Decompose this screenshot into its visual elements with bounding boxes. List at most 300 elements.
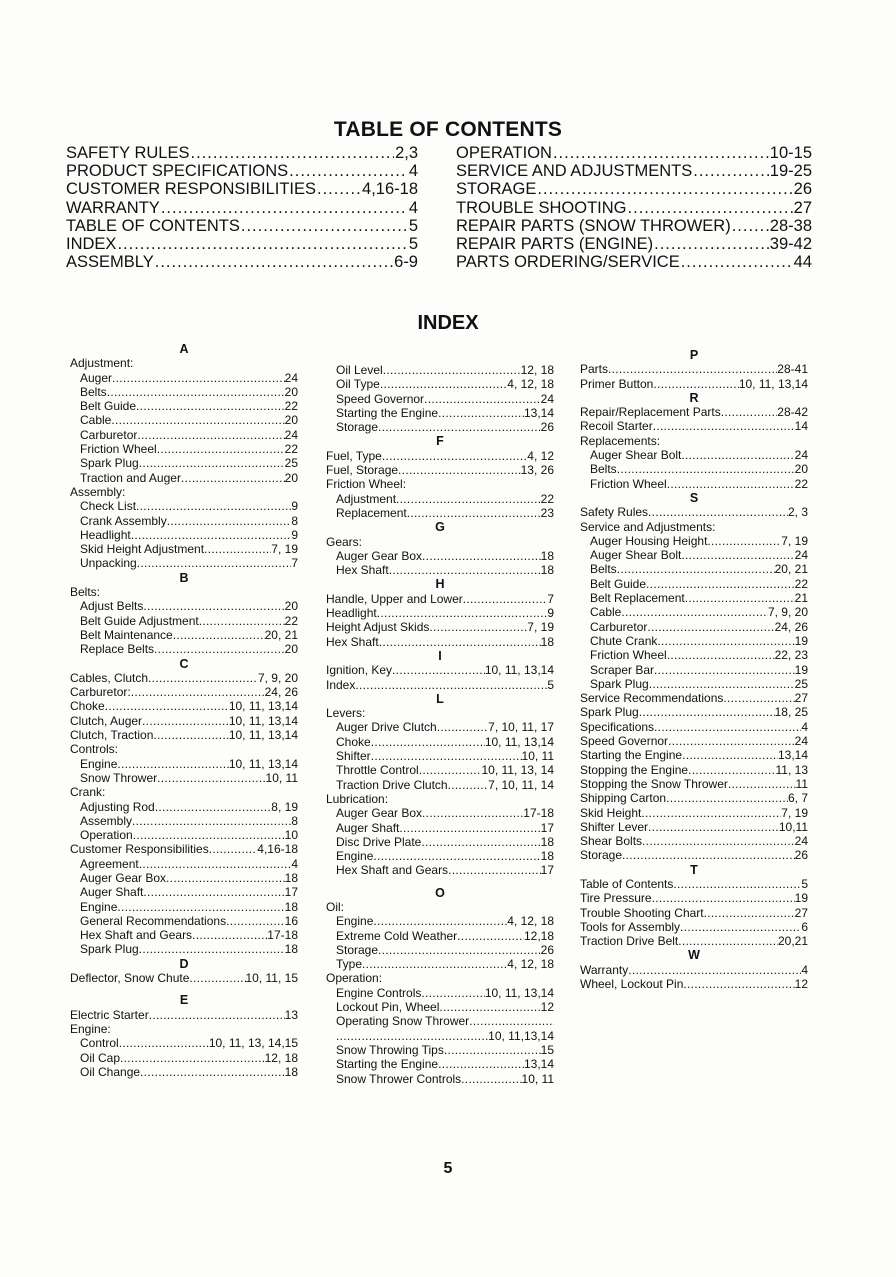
index-entry-page: 4, 12 [527, 448, 554, 463]
index-entry-page: 20, 21 [264, 627, 298, 642]
index-entry-label: Auger Shaft [80, 885, 144, 900]
dot-leader [437, 720, 488, 734]
index-entry-label: Trouble Shooting Chart [580, 905, 704, 920]
toc-entry-label: REPAIR PARTS (ENGINE) [456, 234, 654, 253]
index-entry-page: 10, 11, 13, 14 [481, 763, 554, 778]
index-subentry [580, 462, 808, 476]
index-group-heading [326, 477, 554, 491]
index-entry-page: 20 [284, 599, 298, 614]
toc-entry-label: ASSEMBLY [66, 253, 154, 272]
index-entry-label: Primer Button [580, 376, 654, 391]
index-subentry [70, 642, 298, 656]
index-entry [580, 848, 808, 862]
index-entry [580, 977, 808, 991]
index-entry-label: Tools for Assembly [580, 919, 681, 934]
dot-leader [136, 499, 291, 513]
index-entry-label: Replacement [336, 505, 407, 520]
index-group-label: Friction Wheel: [326, 477, 407, 492]
dot-leader [142, 714, 229, 728]
index-entry-label: Clutch, Traction [70, 728, 154, 743]
index-entry-label: Choke [336, 734, 371, 749]
index-entry-page: 6 [801, 919, 808, 934]
index-entry-page: 12 [540, 1000, 554, 1015]
index-subentry [70, 399, 298, 413]
toc-entry [456, 217, 812, 235]
index-group-label: Lubrication: [326, 791, 389, 806]
index-entry-page: 10,11 [778, 819, 808, 834]
index-entry-label: Hex Shaft and Gears [336, 863, 449, 878]
index-entry-label: Choke [70, 699, 105, 714]
dot-leader [117, 900, 284, 914]
index-entry-page: 13, 26 [520, 463, 554, 478]
index-subentry [326, 749, 554, 763]
index-subentry [326, 778, 554, 792]
index-entry-label: Snow Throwing Tips [336, 1042, 444, 1057]
index-letter-heading: G [435, 520, 445, 535]
index-entry-label: Traction Drive Belt [580, 934, 679, 949]
toc-entry [66, 144, 418, 162]
index-entry-page: 13,14 [777, 748, 808, 763]
dot-leader [373, 914, 507, 928]
index-entry-label: Throttle Control [336, 763, 419, 778]
dot-leader [608, 362, 777, 376]
dot-leader [139, 456, 285, 470]
index-entry [70, 699, 298, 713]
index-entry-page: 10, 11, 13,14 [228, 728, 298, 743]
index-entry [580, 806, 808, 820]
index-subentry [326, 506, 554, 520]
index-entry [70, 685, 298, 699]
index-subentry [326, 720, 554, 734]
index-entry-page: 22 [284, 442, 298, 457]
index-entry-label: Engine [80, 756, 118, 771]
index-entry-label: Skid Height [580, 805, 642, 820]
index-subentry [70, 928, 298, 942]
dot-leader [161, 199, 408, 217]
index-entry-label: Hex Shaft and Gears [80, 928, 193, 943]
index-letter-heading: B [179, 570, 189, 585]
index-group-heading [326, 900, 554, 914]
index-entry-label: Wheel, Lockout Pin [580, 977, 684, 992]
index-entry-page: 7, 9, 20 [257, 670, 298, 685]
index-entry-label: Cables, Clutch [70, 670, 149, 685]
index-subentry [580, 648, 808, 662]
index-subentry [70, 456, 298, 470]
index-entry-page: 20,21 [777, 934, 808, 949]
index-entry [580, 419, 808, 433]
index-entry-label: Belts [590, 562, 617, 577]
index-subentry [580, 620, 808, 634]
dot-leader [132, 814, 291, 828]
dot-leader [647, 620, 774, 634]
index-entry-label: Speed Governor [336, 391, 425, 406]
toc-entry-page: 28-38 [769, 216, 812, 235]
index-group-label: Operation: [326, 971, 383, 986]
dot-leader [641, 806, 781, 820]
index-entry-label: Belt Guide [590, 576, 647, 591]
index-subentry [580, 677, 808, 691]
index-entry-page: 2, 3 [787, 505, 808, 520]
index-entry-page: 18 [540, 849, 554, 864]
index-subentry [580, 663, 808, 677]
index-subentry [326, 957, 554, 971]
index-subentry [70, 628, 298, 642]
dot-leader [448, 863, 541, 877]
index-entry-page: 21 [794, 591, 808, 606]
index-entry-label: Customer Responsibilities [70, 842, 209, 857]
index-subentry [70, 942, 298, 956]
index-entry-label: Cable [80, 413, 112, 428]
index-entry-page: 17 [540, 863, 554, 878]
dot-leader [429, 620, 527, 634]
index-entry-page: 7, 9, 20 [767, 605, 808, 620]
toc-entry-label: STORAGE [456, 180, 537, 199]
index-entry-page: 10, 11, 13,14 [738, 376, 808, 391]
toc-entry-label: INDEX [66, 234, 117, 253]
dot-leader [153, 728, 228, 742]
index-group-heading [70, 485, 298, 499]
index-title: INDEX [417, 312, 479, 334]
dot-leader [133, 828, 285, 842]
index-entry-page: 7, 10, 11, 17 [488, 720, 554, 735]
index-entry-label: Warranty [580, 962, 629, 977]
dot-leader [617, 462, 795, 476]
dot-leader [157, 442, 285, 456]
index-entry-page: 7, 19 [271, 542, 298, 557]
dot-leader [379, 635, 541, 649]
index-subentry [70, 857, 298, 871]
dot-leader [107, 385, 285, 399]
index-entry-page: 7, 10, 11, 14 [488, 777, 554, 792]
dot-leader [463, 592, 548, 606]
index-group-label: Levers: [326, 706, 366, 721]
toc-entry-label: CUSTOMER RESPONSIBILITIES [66, 180, 316, 199]
toc-entry-page: 4,16-18 [362, 180, 418, 199]
dot-leader [654, 663, 795, 677]
index-entry-page: 10, 11, 15 [245, 971, 298, 986]
index-group-heading [70, 1022, 298, 1036]
dot-leader [419, 763, 482, 777]
dot-leader [680, 920, 801, 934]
index-entry-page: 18 [284, 942, 298, 957]
index-entry-page: 18 [540, 634, 554, 649]
index-entry-page: 18 [284, 870, 298, 885]
index-entry-label: Belt Guide Adjustment [80, 613, 199, 628]
index-entry [580, 834, 808, 848]
index-subentry [580, 605, 808, 619]
dot-leader [117, 757, 228, 771]
index-entry [580, 906, 808, 920]
index-entry-page: 14 [794, 419, 808, 434]
toc-entry-label: SAFETY RULES [66, 144, 190, 162]
toc-entry-page: 4 [408, 162, 418, 181]
index-entry-label: Belt Replacement [590, 591, 685, 606]
index-subentry [70, 428, 298, 442]
index-entry-label: Electric Starter [70, 1007, 149, 1022]
dot-leader [192, 928, 267, 942]
index-entry-label: Type [336, 957, 363, 972]
index-entry-label: Oil Type [336, 377, 380, 392]
index-entry-label: Fuel, Type [326, 448, 382, 463]
index-entry-label: Clutch, Auger [70, 713, 143, 728]
index-column-3 [580, 348, 808, 991]
index-entry-page: 13,14 [523, 405, 554, 420]
index-entry-label: Specifications [580, 719, 655, 734]
dot-leader [131, 685, 265, 699]
page-number: 5 [443, 1160, 453, 1177]
index-subentry [70, 1036, 298, 1050]
dot-leader [371, 749, 522, 763]
index-entry-page: 28-41 [777, 362, 808, 377]
index-entry-label: Handle, Upper and Lower [326, 591, 463, 606]
dot-leader [380, 377, 507, 391]
dot-leader [649, 677, 795, 691]
dot-leader [154, 642, 285, 656]
index-entry-label: Engine [80, 899, 118, 914]
index-entry-label: Auger Gear Box [336, 806, 423, 821]
index-entry-label: Belt Guide [80, 399, 137, 414]
index-subentry [70, 528, 298, 542]
index-group-heading [326, 792, 554, 806]
index-letter-heading: P [689, 348, 699, 362]
dot-leader [668, 734, 795, 748]
index-entry-label: Headlight [80, 527, 131, 542]
dot-leader [166, 871, 285, 885]
toc-entry [456, 253, 812, 271]
dot-leader [654, 720, 801, 734]
index-entry-page: 15 [540, 1042, 554, 1057]
index-entry [580, 405, 808, 419]
dot-leader [137, 428, 284, 442]
dot-leader [667, 477, 795, 491]
toc-entry-page: 44 [793, 253, 812, 272]
index-subentry [70, 757, 298, 771]
index-entry-page: 22 [794, 576, 808, 591]
index-entry-page: 8 [291, 513, 298, 528]
dot-leader [653, 377, 738, 391]
index-entry-label: Traction Drive Clutch [336, 777, 448, 792]
index-subentry [326, 1057, 554, 1071]
toc-entry-label: TROUBLE SHOOTING [456, 198, 627, 217]
dot-leader [199, 614, 285, 628]
index-entry-page: 17-18 [267, 928, 298, 943]
toc-entry [66, 217, 418, 235]
index-group-label: Adjustment: [70, 356, 134, 371]
toc-entry-page: 39-42 [769, 234, 812, 253]
index-letter-heading: S [689, 490, 699, 505]
index-entry-page: 20 [284, 642, 298, 657]
index-subentry [326, 735, 554, 749]
index-subentry [70, 871, 298, 885]
index-entry [580, 748, 808, 762]
index-subentry [326, 914, 554, 928]
dot-leader [407, 506, 541, 520]
index-entry-page: 24 [540, 391, 554, 406]
dot-leader [688, 763, 775, 777]
index-entry-label: Belts [80, 384, 107, 399]
toc-title: TABLE OF CONTENTS [333, 118, 563, 141]
toc-entry-page: 5 [408, 234, 418, 253]
index-entry-label: Auger Shear Bolt [590, 448, 682, 463]
dot-leader [105, 699, 229, 713]
index-subentry [326, 1043, 554, 1057]
index-subentry [70, 1065, 298, 1079]
index-entry-label: Deflector, Snow Chute [70, 971, 190, 986]
index-letter-heading: T [690, 862, 698, 877]
dot-leader [628, 963, 801, 977]
toc-entry [66, 162, 418, 180]
index-entry-label: Speed Governor [580, 734, 669, 749]
index-subentry [580, 591, 808, 605]
index-subentry [326, 863, 554, 877]
index-entry [580, 891, 808, 905]
index-entry [326, 635, 554, 649]
index-entry-label: Spark Plug [80, 456, 139, 471]
toc-entry-page: 27 [793, 198, 812, 217]
dot-leader [155, 253, 393, 271]
index-entry-label: Lockout Pin, Wheel [336, 1000, 440, 1015]
index-entry-label: Scraper Bar [590, 662, 655, 677]
index-entry-page: 9 [291, 499, 298, 514]
dot-leader [378, 943, 541, 957]
index-entry-label: Friction Wheel [590, 648, 667, 663]
index-entry-label: Friction Wheel [590, 476, 667, 491]
index-entry-page: 22 [284, 613, 298, 628]
index-entry-label: Hex Shaft [336, 563, 389, 578]
index-entry-page: 22 [284, 399, 298, 414]
index-entry-page: 27 [794, 691, 808, 706]
index-entry-label: Safety Rules [580, 505, 649, 520]
dot-leader [621, 605, 768, 619]
index-entry-page: 10, 11, 13,14 [228, 756, 298, 771]
dot-leader [469, 1014, 554, 1028]
dot-leader [422, 549, 541, 563]
index-entry-label: Extreme Cold Weather [336, 928, 458, 943]
index-letter-heading: R [689, 390, 699, 405]
index-subentry [326, 1000, 554, 1014]
toc-entry-page: 6-9 [394, 253, 418, 272]
index-entry-page: 27 [794, 905, 808, 920]
index-entry-label: Repair/Replacement Parts [580, 405, 721, 420]
index-entry-label: Snow Thrower Controls [336, 1071, 462, 1086]
toc-entry-label: TABLE OF CONTENTS [66, 216, 240, 235]
index-subentry [326, 763, 554, 777]
index-subentry [70, 385, 298, 399]
index-letter-heading: W [688, 948, 700, 963]
dot-leader [617, 562, 775, 576]
index-entry-label: Shear Bolts [580, 834, 643, 849]
index-entry [70, 971, 298, 985]
index-entry-page: 25 [794, 676, 808, 691]
dot-leader [666, 791, 788, 805]
index-entry [326, 592, 554, 606]
dot-leader [392, 663, 485, 677]
index-entry-page: 26 [540, 942, 554, 957]
index-entry [580, 877, 808, 891]
index-subentry [70, 556, 298, 570]
index-entry [326, 620, 554, 634]
index-entry-label: Snow Thrower [80, 770, 158, 785]
index-entry-page: 20 [794, 462, 808, 477]
dot-leader [355, 678, 547, 692]
index-entry-label: Storage [336, 420, 379, 435]
dot-leader [457, 929, 524, 943]
toc-entry-label: SERVICE AND ADJUSTMENTS [456, 162, 693, 181]
index-group-label: Engine: [70, 1021, 111, 1036]
toc-entry [66, 199, 418, 217]
dot-leader [438, 406, 524, 420]
dot-leader [241, 217, 408, 235]
index-group-heading [326, 535, 554, 549]
index-entry-page: 8, 19 [271, 799, 298, 814]
dot-leader [444, 1043, 541, 1057]
dot-leader [377, 606, 548, 620]
index-entry-page: 19 [794, 662, 808, 677]
dot-leader [424, 392, 541, 406]
index-entry [580, 705, 808, 719]
dot-leader [204, 542, 271, 556]
index-subentry [580, 448, 808, 462]
index-subentry [326, 563, 554, 577]
index-group-label: Gears: [326, 534, 363, 549]
dot-leader [422, 806, 523, 820]
index-subentry [326, 1029, 554, 1043]
dot-leader [657, 634, 794, 648]
dot-leader [654, 235, 769, 253]
index-subentry [326, 406, 554, 420]
toc-entry [66, 180, 418, 198]
index-entry-label: Index [326, 677, 356, 692]
dot-leader [209, 842, 258, 856]
index-entry-label: Engine Controls [336, 985, 422, 1000]
index-entry-label: Friction Wheel [80, 442, 157, 457]
dot-leader [622, 848, 795, 862]
index-group-heading [580, 434, 808, 448]
dot-leader [149, 1008, 285, 1022]
index-entry-label: Belts [590, 462, 617, 477]
index-group-heading [70, 356, 298, 370]
dot-leader [461, 1072, 521, 1086]
index-entry-page: 7, 19 [781, 805, 808, 820]
index-entry-page: 18 [284, 899, 298, 914]
index-group-label: Assembly: [70, 484, 126, 499]
dot-leader [119, 1036, 209, 1050]
index-entry [70, 842, 298, 856]
index-entry-page: 4 [801, 962, 808, 977]
dot-leader [181, 471, 285, 485]
index-entry-page: 7, 19 [781, 533, 808, 548]
index-entry-page: 18 [284, 1064, 298, 1079]
index-entry-page: 4 [291, 856, 298, 871]
dot-leader [157, 771, 265, 785]
dot-leader [173, 628, 265, 642]
index-entry-page: 9 [547, 606, 554, 621]
index-entry-page: 26 [794, 848, 808, 863]
toc-entry-page: 26 [793, 180, 812, 199]
index-entry-page: 10, 11,13,14 [488, 1028, 554, 1043]
index-subentry [70, 542, 298, 556]
dot-leader [143, 599, 284, 613]
index-group-label: Oil: [326, 899, 344, 914]
dot-leader [189, 971, 245, 985]
toc-right-column [456, 144, 812, 271]
index-entry-label: Oil Cap [80, 1050, 121, 1065]
index-entry-label: Replace Belts [80, 642, 155, 657]
index-subentry [70, 900, 298, 914]
index-entry [580, 791, 808, 805]
index-entry-page: 20 [284, 384, 298, 399]
dot-leader [148, 671, 258, 685]
